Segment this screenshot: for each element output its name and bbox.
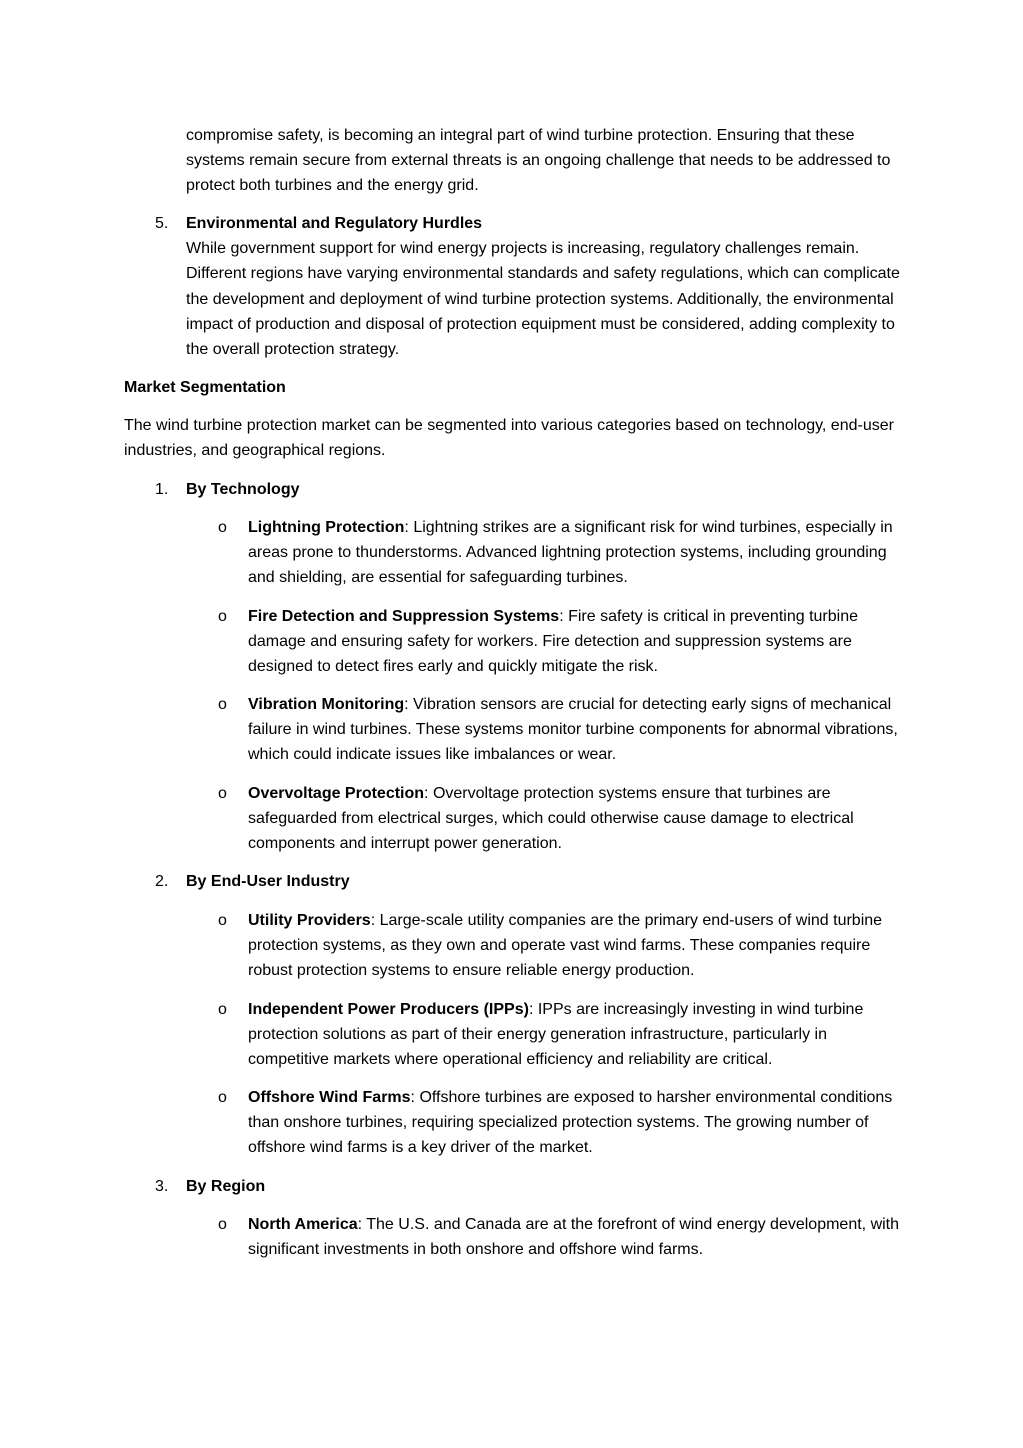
list-item: [248, 781, 904, 857]
list-number: 1.: [155, 481, 169, 498]
item-term: North America: [248, 1216, 358, 1233]
challenge-item: [186, 211, 902, 362]
section-heading-text: Market Segmentation: [124, 379, 286, 396]
list-item: [248, 908, 904, 984]
challenge-title: Environmental and Regulatory Hurdles: [186, 215, 483, 232]
bullet-marker: o: [218, 696, 227, 713]
item-text: : The U.S. and Canada are at the forefront of wind energy development, with significant investments in both onshore and offshore wind farms.: [248, 1216, 900, 1259]
list-item: [248, 997, 904, 1073]
item-text: : IPPs are increasingly investing in wind turbine protection solutions as part of their energy generation infrastructure, particularly in competitive markets where operational efficiency and reliability are critical.: [248, 1001, 864, 1069]
item-term: Lightning Protection: [248, 519, 405, 536]
list-number: 5.: [155, 215, 169, 232]
group-title-text: By End-User Industry: [186, 873, 350, 890]
group-title: [186, 1174, 902, 1199]
bullet-marker: o: [218, 1089, 227, 1106]
bullet-marker: o: [218, 519, 227, 536]
section-intro-text: The wind turbine protection market can be segmented into various categories based on technology, end-user industries, and geographical regions.: [124, 417, 894, 460]
list-item: [248, 1085, 904, 1161]
bullet-marker: o: [218, 1001, 227, 1018]
continuation-paragraph: [186, 123, 902, 199]
item-term: Overvoltage Protection: [248, 785, 425, 802]
challenge-text: While government support for wind energy projects is increasing, regulatory challenges remain. Different regions have varying environmental standards and safety regulations, which can complicate the development and deployment of wind turbine protection systems. Additionally, the environmental impact of production and disposal of protection equipment must be considered, adding complexity to the overall protection strategy.: [186, 240, 900, 359]
group-title-text: By Region: [186, 1178, 266, 1195]
list-item: [248, 604, 904, 680]
item-text: : Fire safety is critical in preventing turbine damage and ensuring safety for workers. Fire detection and suppression systems are designed to detect fires early and quickly mitigate the risk.: [248, 608, 858, 676]
list-number: 2.: [155, 873, 169, 890]
bullet-marker: o: [218, 1216, 227, 1233]
group-title-text: By Technology: [186, 481, 300, 498]
item-text: : Vibration sensors are crucial for detecting early signs of mechanical failure in wind turbines. These systems monitor turbine components for abnormal vibrations, which could indicate issues like imbalances or wear.: [248, 696, 898, 764]
item-term: Utility Providers: [248, 912, 371, 929]
item-term: Fire Detection and Suppression Systems: [248, 608, 560, 625]
list-item: [248, 515, 904, 591]
item-text: : Overvoltage protection systems ensure that turbines are safeguarded from electrical surges, which could otherwise cause damage to electrical components and interrupt power generation.: [248, 785, 854, 853]
item-text: : Lightning strikes are a significant risk for wind turbines, especially in areas prone to thunderstorms. Advanced lightning protection systems, including grounding and shielding, are essential for safeguarding turbines.: [248, 519, 893, 587]
bullet-marker: o: [218, 785, 227, 802]
item-text: : Large-scale utility companies are the primary end-users of wind turbine protection systems, as they own and operate vast wind farms. These companies require robust protection systems to ensure reliable energy production.: [248, 912, 883, 980]
list-number: 3.: [155, 1178, 169, 1195]
bullet-marker: o: [218, 912, 227, 929]
continuation-text: compromise safety, is becoming an integral part of wind turbine protection. Ensuring that these systems remain secure from external threats is an ongoing challenge that needs to be addressed to protect both turbines and the energy grid.: [186, 127, 891, 195]
item-term: Independent Power Producers (IPPs): [248, 1001, 529, 1018]
group-title: [186, 869, 902, 894]
section-intro: [124, 413, 902, 463]
bullet-marker: o: [218, 608, 227, 625]
section-heading: [124, 375, 902, 400]
list-item: [248, 692, 904, 768]
item-term: Offshore Wind Farms: [248, 1089, 411, 1106]
item-term: Vibration Monitoring: [248, 696, 405, 713]
item-text: : Offshore turbines are exposed to harsher environmental conditions than onshore turbines, requiring specialized protection systems. The growing number of offshore wind farms is a key driver of the market.: [248, 1089, 893, 1157]
list-item: [248, 1212, 904, 1262]
group-title: [186, 477, 902, 502]
